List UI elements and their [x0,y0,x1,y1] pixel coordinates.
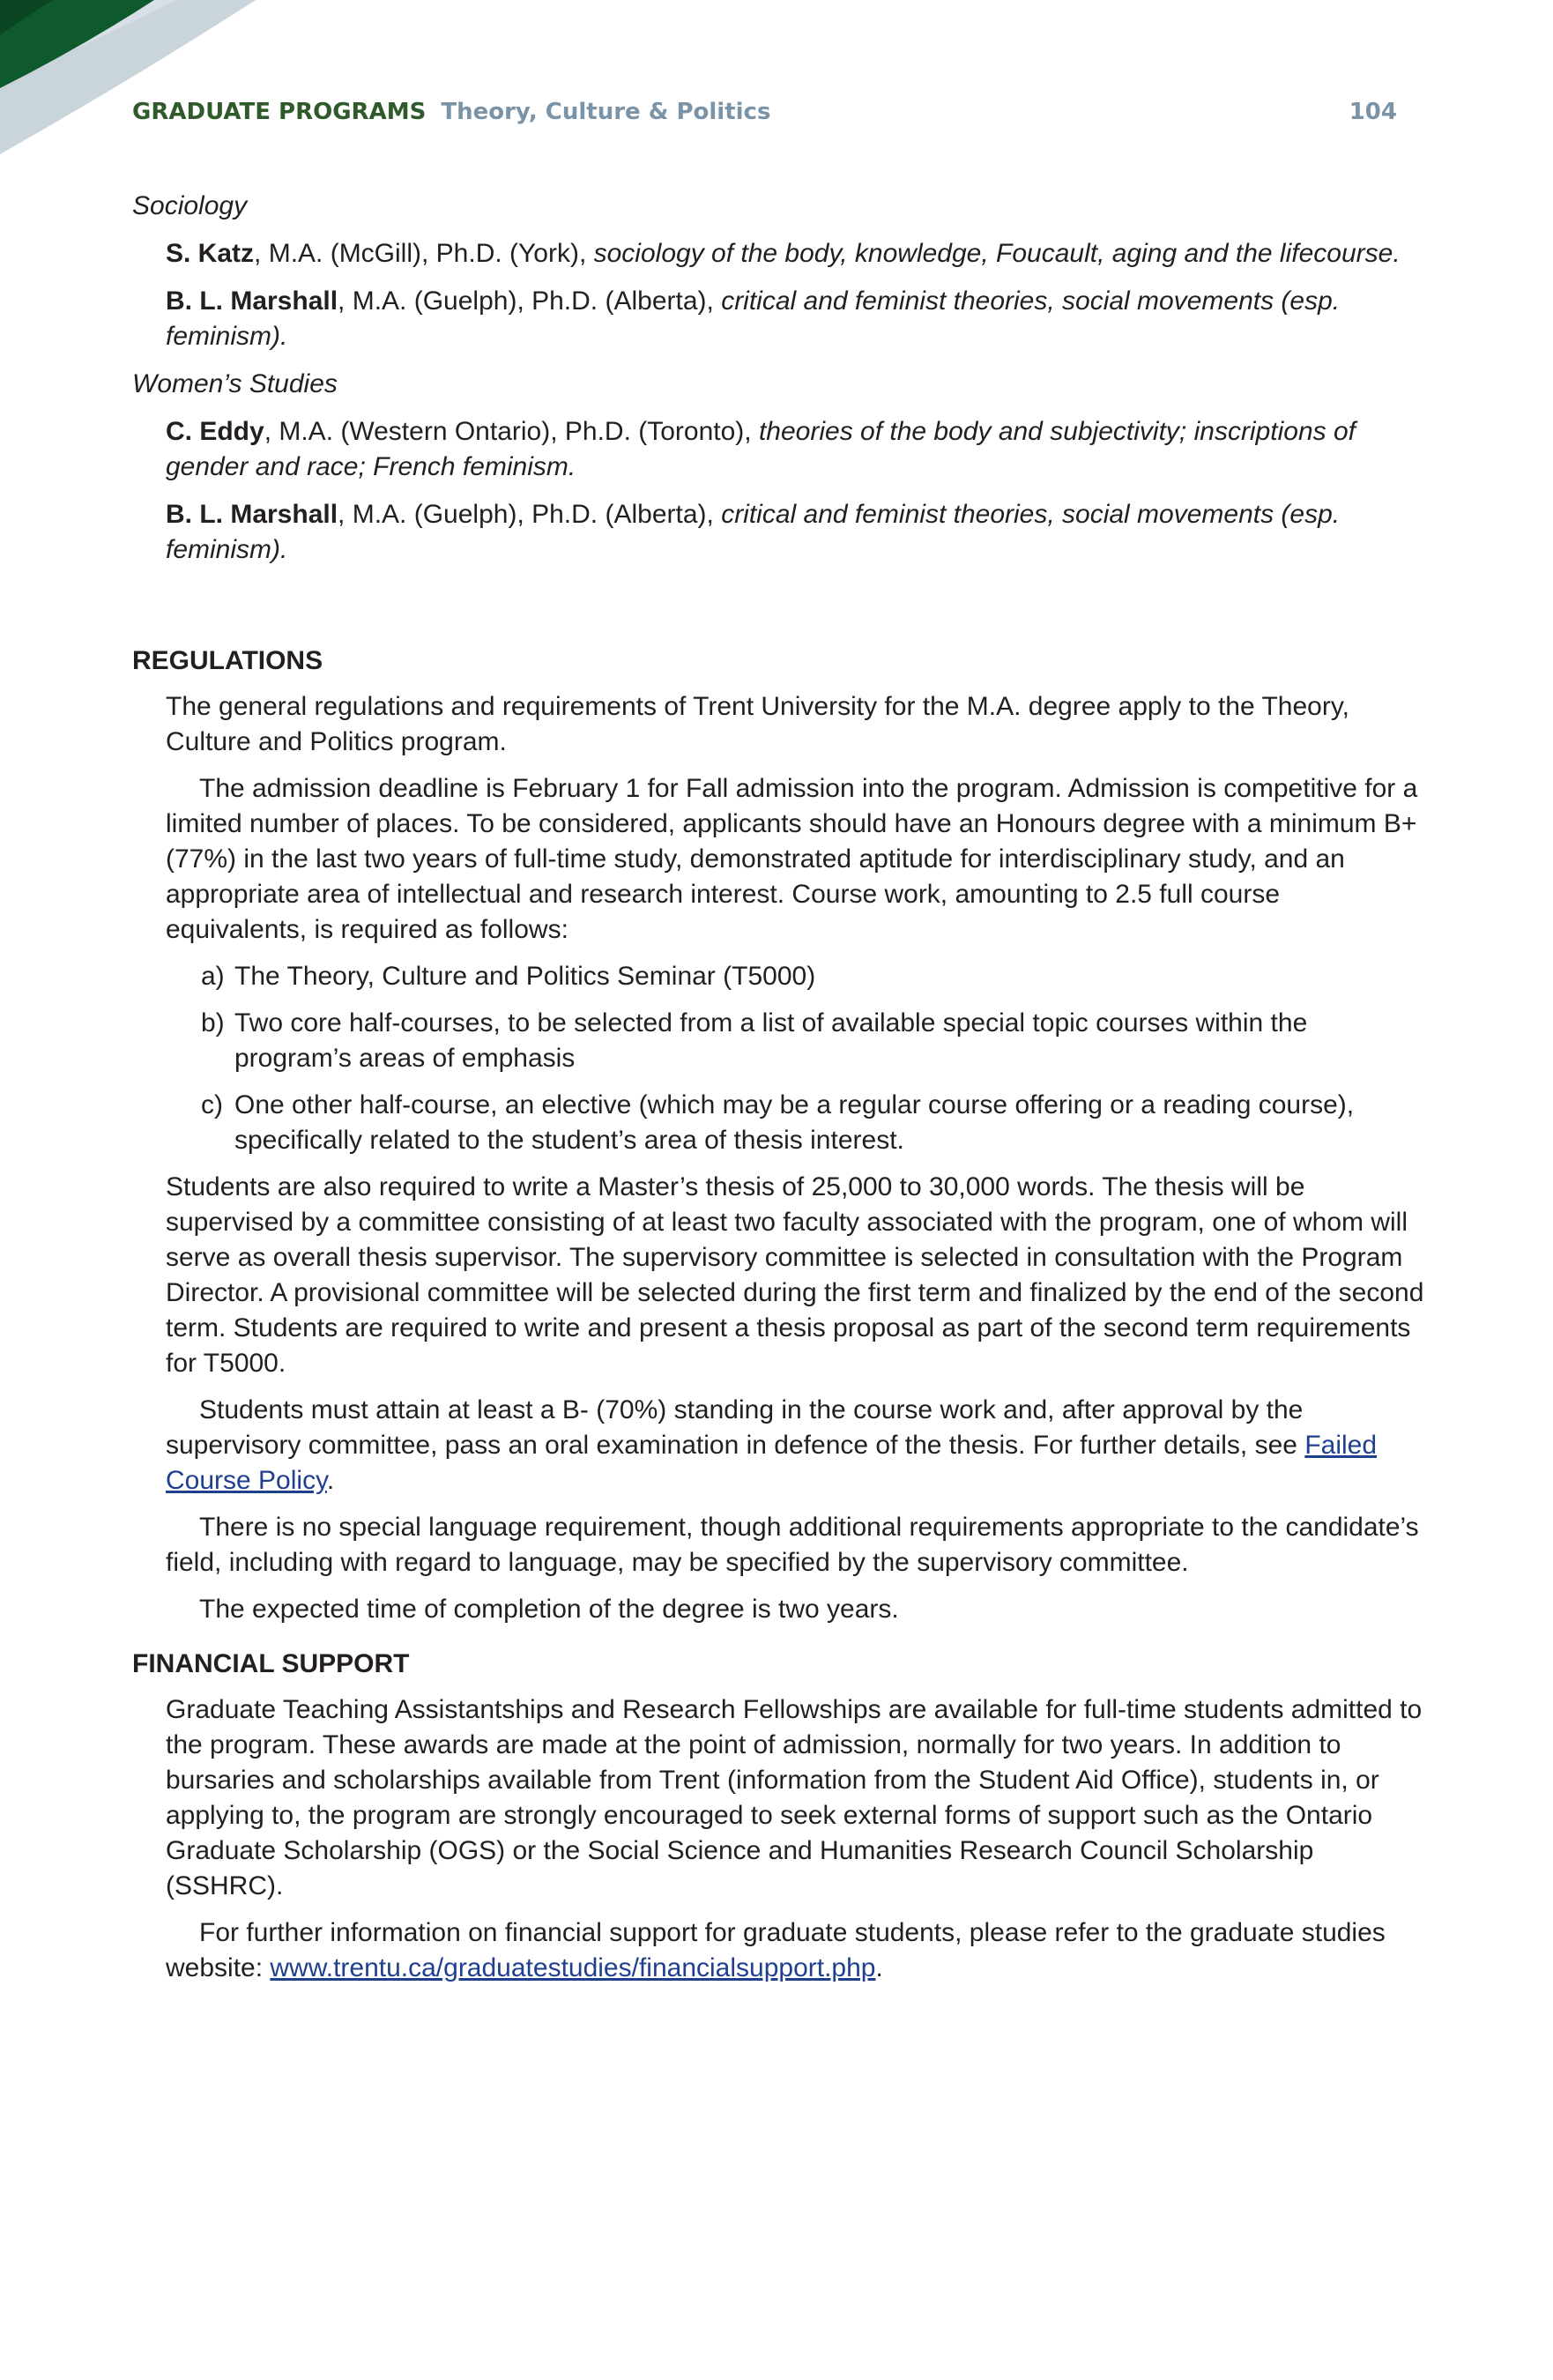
financial-support-link[interactable]: www.trentu.ca/graduatestudies/financialsupport.php [270,1953,876,1982]
faculty-entry [166,236,1428,271]
corner-decoration [0,0,264,159]
faculty-name: C. Eddy [166,417,264,446]
faculty-interests: sociology of the body, knowledge, Foucault, aging and the lifecourse. [593,239,1401,268]
regulations-paragraph [166,1393,1428,1499]
faculty-entry [166,284,1428,354]
page-header [132,99,1397,134]
faculty-interests: theories of the body and subjectivity; inscriptions of gender and race; French feminism. [166,417,1356,481]
faculty-category: Sociology [132,191,248,220]
faculty-name: B. L. Marshall [166,500,338,529]
faculty-group-womens-studies [132,367,1428,568]
faculty-entry [166,497,1428,568]
list-item [201,959,1428,994]
failed-course-policy-link[interactable]: Failed Course Policy [166,1431,1378,1495]
faculty-interests: critical and feminist theories, social movements (esp. feminism). [166,286,1341,351]
paragraph-text: . [875,1953,883,1982]
faculty-name: S. Katz [166,239,255,268]
list-item-label: b) [201,1008,225,1038]
faculty-degrees: , M.A. (McGill), Ph.D. (York), [254,239,594,268]
list-item [201,1088,1428,1158]
list-item-text: The Theory, Culture and Politics Seminar (T5000) [234,962,816,991]
course-requirements-list [201,959,1428,1158]
financial-support-heading: FINANCIAL SUPPORT [132,1649,410,1678]
regulations-paragraph: The general regulations and requirements of Trent University for the M.A. degree apply to the Theory, Culture and Politics program. [166,692,1349,756]
regulations-heading: REGULATIONS [132,646,323,675]
faculty-interests: critical and feminist theories, social movements (esp. feminism). [166,500,1341,564]
faculty-group-sociology [132,189,1428,354]
regulations-paragraph: The expected time of completion of the degree is two years. [199,1595,899,1624]
paragraph-text: . [326,1466,335,1495]
faculty-name: B. L. Marshall [166,286,338,316]
faculty-degrees: , M.A. (Western Ontario), Ph.D. (Toronto), [264,417,759,446]
faculty-entry [166,414,1428,485]
faculty-degrees: , M.A. (Guelph), Ph.D. (Alberta), [338,500,722,529]
faculty-category: Women’s Studies [132,369,338,398]
list-item [201,1006,1428,1076]
main-content [132,189,1428,1997]
page-number: 104 [1349,99,1397,125]
financial-paragraph [166,1915,1428,1986]
regulations-paragraph: Students are also required to write a Master’s thesis of 25,000 to 30,000 words. The thesis will be supervised by a committee consisting of at least two faculty associated with the program, one of whom will serve as overall thesis supervisor. The supervisory committee is selected in consultation with the Program Director. A provisional committee will be selected during the first term and finalized by the end of the second term. Students are required to write and present a thesis proposal as part of the second term requirements for T5000. [166,1172,1424,1378]
regulations-paragraph: The admission deadline is February 1 for Fall admission into the program. Admission is competitive for a limited number of places. To be considered, applicants should have an Honours degree with a minimum B+ (77%) in the last two years of full-time study, demonstrated aptitude for interdisciplinary study, and an appropriate area of intellectual and research interest. Course work, amounting to 2.5 full course equivalents, is required as follows: [166,774,1418,944]
list-item-text: One other half-course, an elective (which may be a regular course offering or a reading course), specifically related to the student’s area of thesis interest. [234,1090,1355,1155]
list-item-label: c) [201,1090,223,1119]
list-item-label: a) [201,962,225,991]
financial-paragraph: Graduate Teaching Assistantships and Research Fellowships are available for full-time students admitted to the program. These awards are made at the point of admission, normally for two years. In addition to bursaries and scholarships available from Trent (information from the Student Aid Office), students in, or applying to, the program are strongly encouraged to seek external forms of support such as the Ontario Graduate Scholarship (OGS) or the Social Science and Humanities Research Council Scholarship (SSHRC). [166,1695,1423,1900]
faculty-degrees: , M.A. (Guelph), Ph.D. (Alberta), [338,286,722,316]
header-program: GRADUATE PROGRAMS [132,99,427,125]
regulations-paragraph: There is no special language requirement, though additional requirements appropriate to the candidate’s field, including with regard to language, may be specified by the supervisory committee. [166,1513,1419,1577]
header-subtitle: Theory, Culture & Politics [441,99,771,125]
paragraph-text: Students must attain at least a B- (70%) standing in the course work and, after approval by the supervisory committee, pass an oral examination in defence of the thesis. For further details, see [166,1395,1305,1460]
paragraph-text: For further information on financial support for graduate students, please refer to the graduate studies website: [166,1918,1386,1982]
list-item-text: Two core half-courses, to be selected from a list of available special topic courses within the program’s areas of emphasis [234,1008,1308,1073]
